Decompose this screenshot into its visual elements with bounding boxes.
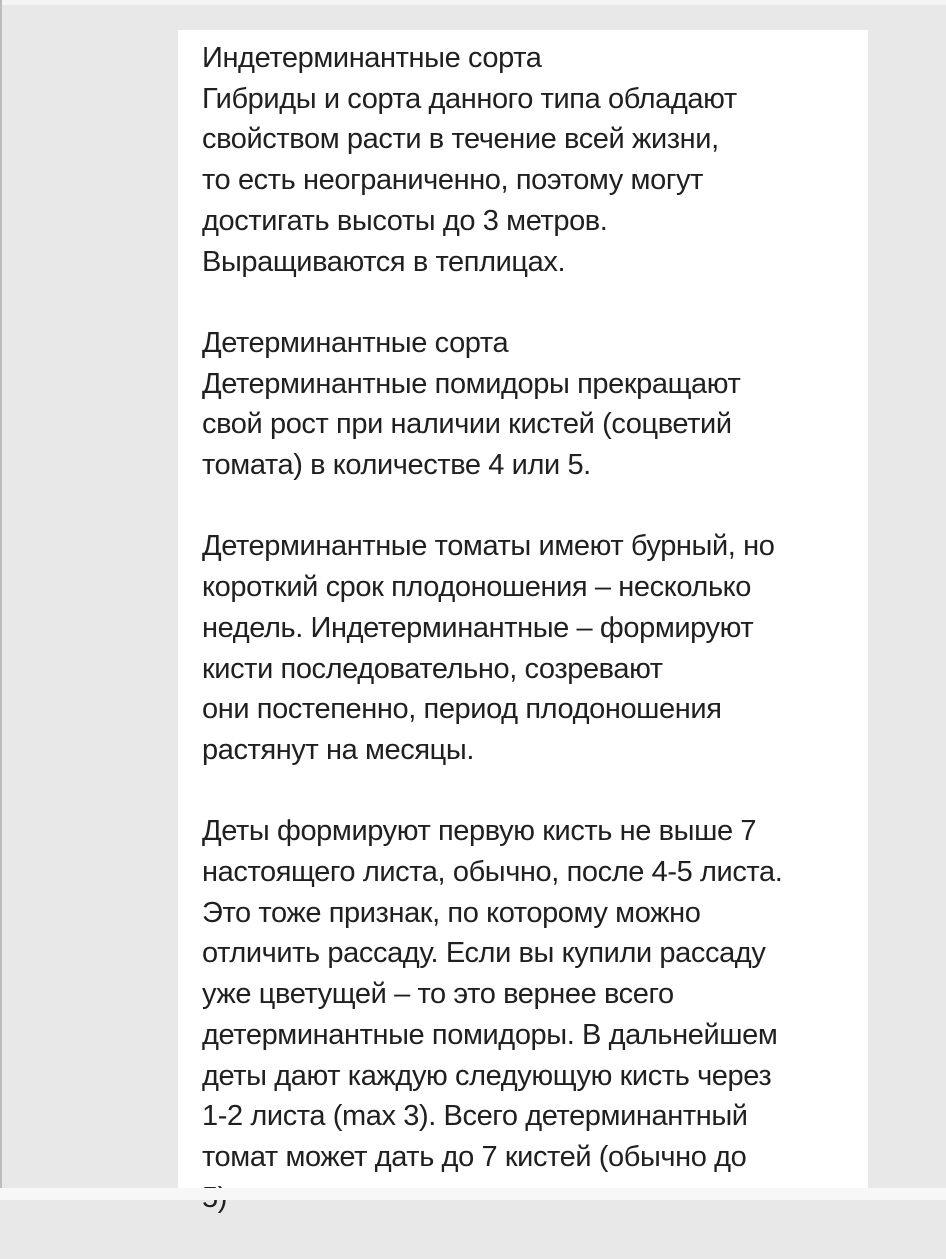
text-line: короткий срок плодоношения – несколько	[202, 571, 751, 604]
paragraph-first-cluster	[202, 811, 862, 1218]
text-line: деты дают каждую следующую кисть через	[202, 1059, 772, 1092]
text-line: недель. Индетерминантные – формируют	[202, 611, 754, 644]
text-line: свойством расти в течение всей жизни,	[202, 123, 719, 156]
text-line: кисти последовательно, созревают	[202, 652, 663, 685]
text-line: Деты формируют первую кисть не выше 7	[202, 815, 757, 848]
text-line: настоящего листа, обычно, после 4-5 листа.	[202, 856, 783, 889]
text-line: Гибриды и сорта данного типа обладают	[202, 82, 737, 115]
text-line: они постепенно, период плодоношения	[202, 693, 722, 726]
paragraph-fruiting-period	[202, 526, 862, 770]
text-line: Детерминантные сорта	[202, 326, 509, 359]
text-line: Детерминантные томаты имеют бурный, но	[202, 530, 775, 563]
text-line: то есть неограниченно, поэтому могут	[202, 164, 703, 197]
text-line: растянут на месяцы.	[202, 733, 474, 766]
bottom-edge-strip	[0, 1188, 946, 1200]
text-line: свой рост при наличии кистей (соцветий	[202, 408, 732, 441]
top-edge-strip	[0, 0, 946, 5]
text-line: томата) в количестве 4 или 5.	[202, 449, 591, 482]
paragraph-determinate-varieties	[202, 323, 862, 486]
text-line: томат может дать до 7 кистей (обычно до	[202, 1140, 747, 1173]
text-line: достигать высоты до 3 метров.	[202, 204, 608, 237]
text-line: уже цветущей – то это вернее всего	[202, 978, 674, 1011]
text-line: детерминантные помидоры. В дальнейшем	[202, 1018, 778, 1051]
left-edge-border	[0, 0, 2, 1200]
message-text	[202, 38, 862, 1259]
text-line: отличить рассаду. Если вы купили рассаду	[202, 937, 766, 970]
text-line: Это тоже признак, по которому можно	[202, 896, 701, 929]
paragraph-indeterminate-varieties	[202, 38, 862, 282]
message-text-card	[178, 30, 868, 1188]
text-line: Детерминантные помидоры прекращают	[202, 367, 741, 400]
text-line: 1-2 листа (max 3). Всего детерминантный	[202, 1100, 748, 1133]
text-line: Индетерминантные сорта	[202, 42, 542, 74]
text-line: Выращиваются в теплицах.	[202, 245, 566, 278]
